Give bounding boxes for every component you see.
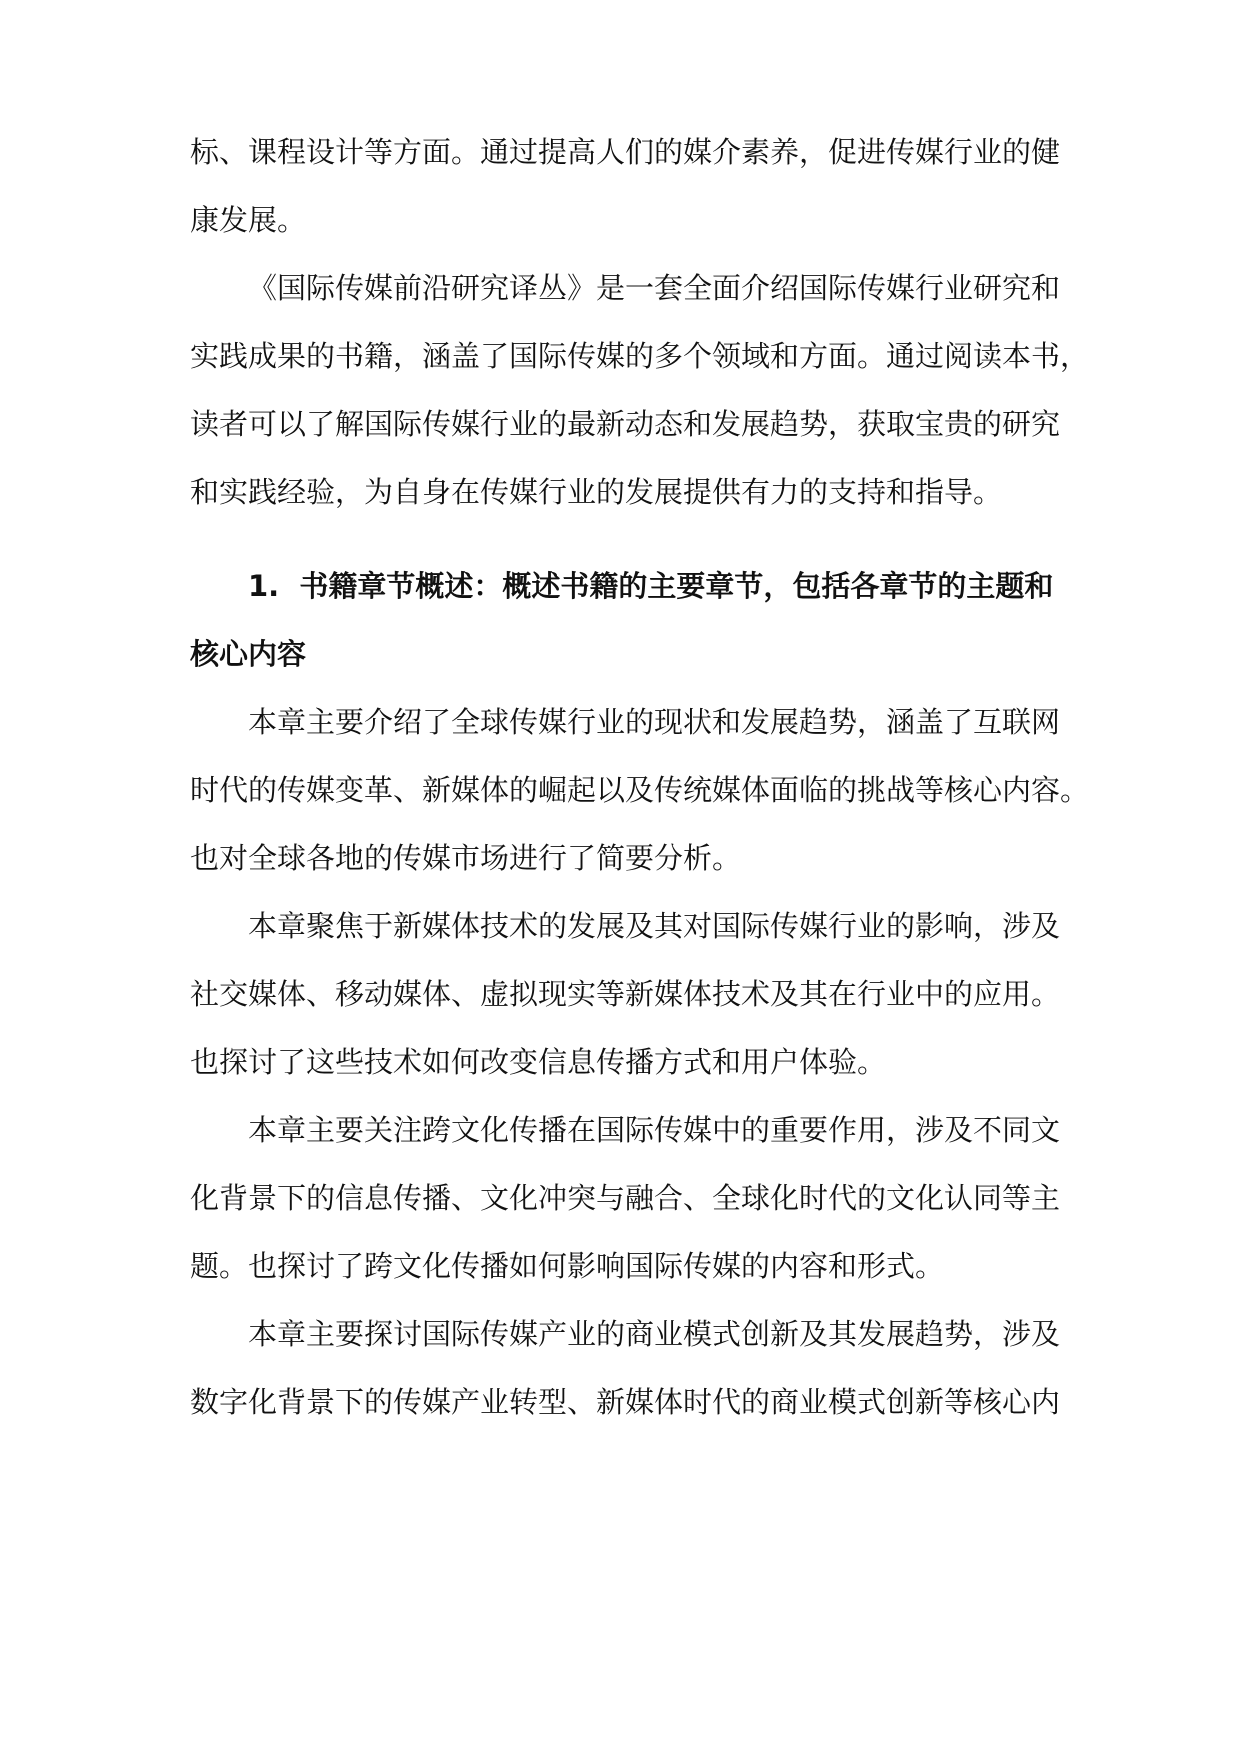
paragraph-line: 和实践经验，为自身在传媒行业的发展提供有力的支持和指导。 [190, 475, 1003, 509]
chapter-summary-line: 社交媒体、移动媒体、虚拟现实等新媒体技术及其在行业中的应用。 [190, 977, 1061, 1011]
section-heading [248, 566, 1053, 606]
chapter-summary-line: 也探讨了这些技术如何改变信息传播方式和用户体验。 [190, 1045, 887, 1079]
section-heading-text: 书籍章节概述：概述书籍的主要章节，包括各章节的主题和 [299, 569, 1054, 603]
chapter-summary-line: 本章主要探讨国际传媒产业的商业模式创新及其发展趋势，涉及 [248, 1317, 1061, 1351]
chapter-summary-line: 题。也探讨了跨文化传播如何影响国际传媒的内容和形式。 [190, 1249, 945, 1283]
paragraph-line: 读者可以了解国际传媒行业的最新动态和发展趋势，获取宝贵的研究 [190, 407, 1061, 441]
paragraph-line: 标、课程设计等方面。通过提高人们的媒介素养，促进传媒行业的健 [190, 135, 1061, 169]
paragraph-line: 《国际传媒前沿研究译丛》是一套全面介绍国际传媒行业研究和 [248, 271, 1061, 305]
paragraph-line: 实践成果的书籍，涵盖了国际传媒的多个领域和方面。通过阅读本书， [190, 339, 1090, 373]
section-number: 1. [248, 569, 280, 603]
chapter-summary-line: 时代的传媒变革、新媒体的崛起以及传统媒体面临的挑战等核心内容。 [190, 773, 1090, 807]
chapter-summary-line: 本章主要介绍了全球传媒行业的现状和发展趋势，涵盖了互联网 [248, 705, 1061, 739]
chapter-summary-line: 化背景下的信息传播、文化冲突与融合、全球化时代的文化认同等主 [190, 1181, 1061, 1215]
section-heading-line: 核心内容 [190, 637, 307, 671]
chapter-summary-line: 数字化背景下的传媒产业转型、新媒体时代的商业模式创新等核心内 [190, 1385, 1061, 1419]
chapter-summary-line: 本章聚焦于新媒体技术的发展及其对国际传媒行业的影响，涉及 [248, 909, 1061, 943]
chapter-summary-line: 也对全球各地的传媒市场进行了简要分析。 [190, 841, 742, 875]
paragraph-line: 康发展。 [190, 203, 307, 237]
chapter-summary-line: 本章主要关注跨文化传播在国际传媒中的重要作用，涉及不同文 [248, 1113, 1061, 1147]
